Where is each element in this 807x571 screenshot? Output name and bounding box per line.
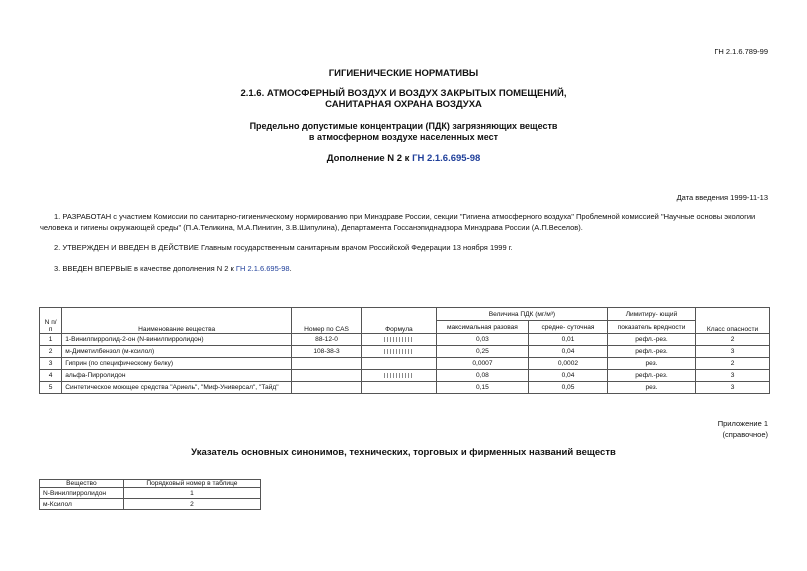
cell-day: 0,05 — [529, 382, 608, 394]
cell-day: 0,04 — [529, 370, 608, 382]
cell-cas: 88-12-0 — [292, 334, 362, 346]
title-pdk-line2: в атмосферном воздухе населенных мест — [308, 132, 499, 142]
supplement-title — [0, 153, 807, 164]
cell-max: 0,15 — [436, 382, 528, 394]
cell-class: 3 — [696, 382, 770, 394]
cell-cas — [292, 358, 362, 370]
table-row — [40, 499, 261, 510]
cell-num: 1 — [40, 334, 62, 346]
header-class: Класс опасности — [696, 308, 770, 334]
table-header-row-1 — [40, 308, 770, 321]
title-pdk-line1: Предельно допустимые концентрации (ПДК) загрязняющих веществ — [249, 121, 558, 131]
title-hygienic-standards: ГИГИЕНИЧЕСКИЕ НОРМАТИВЫ — [328, 68, 479, 79]
cell-class: 3 — [696, 346, 770, 358]
formula-image — [384, 337, 414, 342]
title-pdk — [0, 121, 807, 143]
index-title: Указатель основных синонимов, технических, торговых и фирменных названий веществ — [191, 447, 616, 458]
cell-class: 3 — [696, 370, 770, 382]
syn-header-substance: Вещество — [40, 480, 124, 488]
header-pdk: Величина ПДК (мг/м³) — [436, 308, 607, 321]
cell-num: 5 — [40, 382, 62, 394]
supplement-link[interactable]: ГН 2.1.6.695-98 — [412, 153, 481, 164]
appendix-line2: (справочное) — [722, 430, 768, 439]
synonym-table — [39, 479, 261, 510]
cell-formula — [361, 346, 436, 358]
cell-num: 2 — [40, 346, 62, 358]
title-section-line1: 2.1.6. АТМОСФЕРНЫЙ ВОЗДУХ И ВОЗДУХ ЗАКРЫТЫХ ПОМЕЩЕНИЙ, — [240, 88, 567, 99]
cell-formula — [361, 334, 436, 346]
syn-cell-num: 2 — [123, 499, 260, 510]
cell-name: альфа-Пирролидон — [62, 370, 292, 382]
cell-name: м-Диметилбензол (м-ксилол) — [62, 346, 292, 358]
syn-cell-name: м-Ксилол — [40, 499, 124, 510]
cell-day: 0,01 — [529, 334, 608, 346]
table-row — [40, 488, 261, 499]
syn-cell-name: N-Винилпирролидон — [40, 488, 124, 499]
para3-prefix: 3. ВВЕДЕН ВПЕРВЫЕ в качестве дополнения N 2 к — [54, 264, 236, 273]
cell-index: рефл.-рез. — [607, 334, 695, 346]
cell-name: 1-Винилпирролид-2-он (N-винилпирролидон) — [62, 334, 292, 346]
table-row — [40, 358, 770, 370]
intro-date: Дата введения 1999-11-13 — [676, 193, 768, 202]
syn-cell-num: 1 — [123, 488, 260, 499]
cell-cas — [292, 382, 362, 394]
document-code: ГН 2.1.6.789-99 — [714, 47, 768, 56]
title-section — [0, 88, 807, 110]
syn-header-row — [40, 480, 261, 488]
formula-image — [384, 349, 414, 354]
cell-day: 0,0002 — [529, 358, 608, 370]
cell-max: 0,03 — [436, 334, 528, 346]
cell-cas — [292, 370, 362, 382]
pdk-table — [39, 307, 770, 394]
cell-formula — [361, 358, 436, 370]
cell-day: 0,04 — [529, 346, 608, 358]
cell-max: 0,0007 — [436, 358, 528, 370]
cell-name: Гиприн (по специфическому белку) — [62, 358, 292, 370]
cell-max: 0,08 — [436, 370, 528, 382]
cell-num: 3 — [40, 358, 62, 370]
appendix-line1: Приложение 1 — [717, 419, 768, 428]
table-row — [40, 382, 770, 394]
cell-num: 4 — [40, 370, 62, 382]
cell-max: 0,25 — [436, 346, 528, 358]
cell-name: Синтетическое моющее средства "Ариель", "Миф-Универсал", "Тайд" — [62, 382, 292, 394]
cell-index: рефл.-рез. — [607, 370, 695, 382]
cell-cas: 108-38-3 — [292, 346, 362, 358]
cell-index: рез. — [607, 382, 695, 394]
cell-class: 2 — [696, 358, 770, 370]
title-section-line2: САНИТАРНАЯ ОХРАНА ВОЗДУХА — [325, 99, 482, 110]
header-limiting: Лимитиру- ющий — [607, 308, 695, 321]
paragraph-developed: 1. РАЗРАБОТАН с участием Комиссии по санитарно-гигиеническому нормированию при Минздраве России, секции "Гигиена атмосферного воздуха" Проблемной комиссией "Научные основы экологии человека и гигиены окружающей среды" (П.А.Теликина, М.А.Пинигин, З.В.Шипулина), Департамента Госсанэпиднадзора Минздрава России (А.П.Веселов). — [40, 212, 756, 232]
cell-index: рез. — [607, 358, 695, 370]
header-max: максимальная разовая — [436, 321, 528, 334]
paragraph-approved: 2. УТВЕРЖДЕН И ВВЕДЕН В ДЕЙСТВИЕ Главным государственным санитарным врачом Российской Федерации 13 ноября 1999 г. — [54, 243, 513, 252]
cell-formula — [361, 370, 436, 382]
syn-header-order: Порядковый номер в таблице — [123, 480, 260, 488]
header-index: показатель вредности — [607, 321, 695, 334]
cell-class: 2 — [696, 334, 770, 346]
supplement-prefix: Дополнение N 2 к — [326, 153, 413, 164]
paragraph-introduced — [40, 264, 770, 275]
header-cas: Номер по CAS — [292, 308, 362, 334]
para3-link[interactable]: ГН 2.1.6.695-98 — [235, 264, 290, 273]
table-row — [40, 370, 770, 382]
table-row — [40, 346, 770, 358]
header-formula: Формула — [361, 308, 436, 334]
appendix-label — [718, 418, 768, 440]
header-day: средне- суточная — [529, 321, 608, 334]
para3-suffix: . — [289, 264, 292, 273]
table-row — [40, 334, 770, 346]
cell-index: рефл.-рез. — [607, 346, 695, 358]
header-num: N п/п — [40, 308, 62, 334]
formula-image — [384, 373, 414, 378]
cell-formula — [361, 382, 436, 394]
header-name: Наименование вещества — [62, 308, 292, 334]
